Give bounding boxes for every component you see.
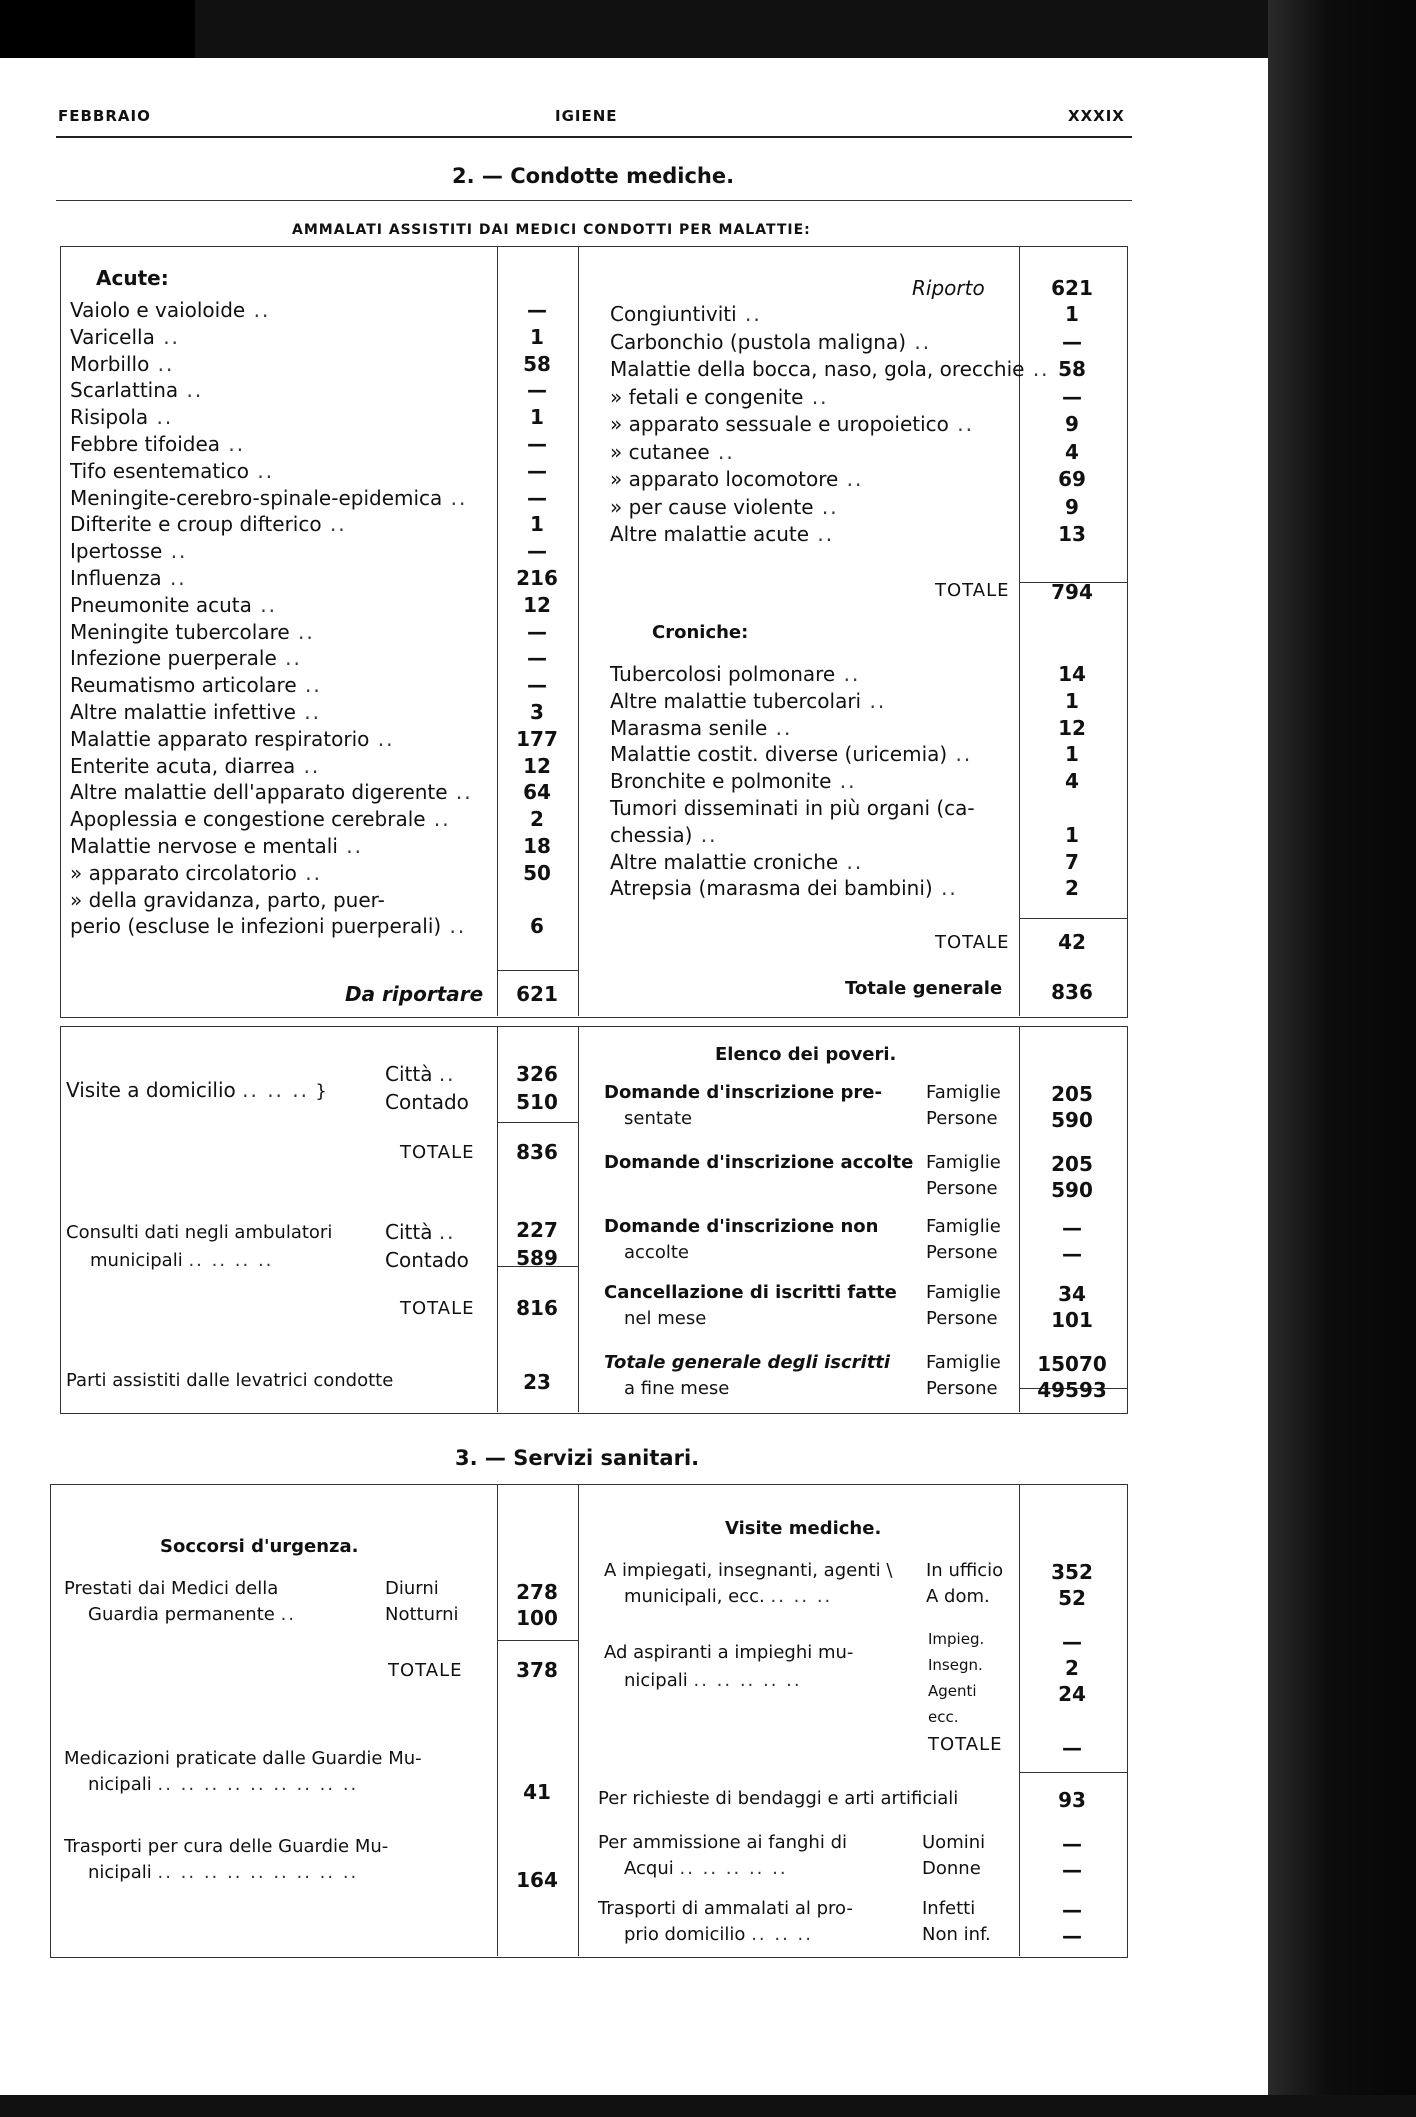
vm-totale-value: —: [1062, 1736, 1082, 1760]
acute-disease-cont-value: 1: [1065, 302, 1079, 326]
poveri-row-label-2: nel mese: [624, 1308, 707, 1329]
acute-disease-cont-value: —: [1062, 329, 1082, 354]
acute-disease-label: Tifo esentematico ..: [70, 458, 275, 483]
famiglie-label: Famiglie: [926, 1152, 1001, 1173]
acute-disease-cont-label: » apparato locomotore ..: [610, 467, 864, 491]
soccorsi-prestati-1: Prestati dai Medici della: [64, 1578, 279, 1599]
uomini-label: Uomini: [922, 1832, 986, 1853]
persone-value: 101: [1051, 1308, 1093, 1332]
visite-mediche-heading: Visite mediche.: [725, 1518, 882, 1539]
acute-disease-value: 2: [530, 807, 544, 832]
soccorsi-totale-label: TOTALE: [388, 1660, 463, 1681]
acute-disease-value: 50: [523, 860, 551, 885]
consulti-totale-value: 816: [516, 1296, 558, 1320]
acute-disease-cont-value: 58: [1058, 357, 1086, 381]
header-rule: [56, 136, 1132, 138]
trasporti-domicilio-label-2: prio domicilio .. .. ..: [624, 1924, 813, 1945]
poveri-row-label-2: accolte: [624, 1242, 689, 1263]
chronic-disease-label: Atrepsia (marasma dei bambini) ..: [610, 876, 958, 901]
acute-disease-value: 1: [530, 405, 544, 430]
acute-disease-value: 18: [523, 834, 551, 858]
header-page-number: XXXIX: [1068, 107, 1125, 125]
totale-acute-label: TOTALE: [935, 580, 1010, 601]
poveri-heading: Elenco dei poveri.: [715, 1044, 897, 1065]
acute-disease-label: Infezione puerperale ..: [70, 646, 302, 671]
persone-label: Persone: [926, 1178, 998, 1199]
acute-disease-label: Difterite e croup difterico ..: [70, 512, 347, 537]
poveri-row-label: Domande d'inscrizione non: [604, 1216, 879, 1237]
soccorsi-heading: Soccorsi d'urgenza.: [160, 1536, 359, 1557]
non-infetti-value: —: [1062, 1924, 1082, 1948]
acute-disease-label: Malattie nervose e mentali ..: [70, 834, 363, 858]
famiglie-label: Famiglie: [926, 1352, 1001, 1373]
visite-totale-label: TOTALE: [400, 1142, 475, 1163]
section3-title: 3. — Servizi sanitari.: [455, 1446, 700, 1470]
croniche-heading: Croniche:: [652, 622, 749, 643]
chronic-disease-label: chessia) ..: [610, 822, 718, 847]
rule: [56, 200, 1132, 201]
acute-disease-label: Risipola ..: [70, 405, 174, 430]
aspiranti-label-1: Ad aspiranti a impieghi mu-: [604, 1642, 854, 1663]
acute-disease-label: Enterite acuta, diarrea ..: [70, 753, 321, 778]
persone-label: Persone: [926, 1308, 998, 1329]
chronic-disease-label: Tubercolosi polmonare ..: [610, 662, 861, 686]
in-ufficio-label: In ufficio: [926, 1560, 1004, 1581]
persone-value: 590: [1051, 1108, 1093, 1132]
acute-disease-value: 12: [523, 592, 551, 617]
acute-disease-value: —: [527, 432, 547, 456]
scan-bottom-edge: [0, 2095, 1416, 2117]
scan-binding-edge: [1268, 0, 1416, 2117]
consulti-contado-label: Contado: [385, 1248, 469, 1272]
famiglie-value: 34: [1058, 1282, 1086, 1306]
insegn-value: 2: [1065, 1656, 1079, 1680]
acute-disease-label: Febbre tifoidea ..: [70, 432, 246, 456]
in-ufficio-value: 352: [1051, 1560, 1093, 1584]
impieg-value: —: [1062, 1630, 1082, 1654]
acute-disease-label: Reumatismo articolare ..: [70, 673, 322, 698]
col-divider: [578, 1026, 579, 1412]
chronic-disease-value: 4: [1065, 769, 1079, 794]
consulti-totale-label: TOTALE: [400, 1298, 475, 1319]
infetti-label: Infetti: [922, 1898, 976, 1919]
consulti-label-2: municipali .. .. .. ..: [90, 1250, 274, 1271]
chronic-disease-value: 1: [1065, 822, 1079, 847]
chronic-disease-label: Altre malattie croniche ..: [610, 849, 864, 874]
totale-generale-label: Totale generale: [845, 978, 1003, 999]
visite-citta-value: 326: [516, 1062, 558, 1086]
persone-label: Persone: [926, 1242, 998, 1263]
soccorsi-prestati-2: Guardia permanente ..: [88, 1604, 297, 1625]
acute-disease-value: —: [527, 298, 547, 322]
col-divider: [578, 246, 579, 1016]
subtotal-rule: [1019, 918, 1127, 919]
chronic-disease-value: 2: [1065, 876, 1079, 901]
visite-contado-label: Contado: [385, 1090, 469, 1114]
acute-disease-cont-label: Altre malattie acute ..: [610, 522, 835, 546]
col-divider: [1019, 1484, 1020, 1956]
acute-disease-label: Morbillo ..: [70, 351, 175, 376]
acute-disease-value: 58: [523, 351, 551, 376]
agenti-value: 24: [1058, 1682, 1086, 1706]
acute-disease-label: Altre malattie dell'apparato digerente ..: [70, 780, 473, 805]
chronic-disease-label: Bronchite e polmonite ..: [610, 769, 857, 794]
impieg-label: Impieg.: [928, 1630, 985, 1648]
subtotal-rule: [497, 970, 579, 971]
acute-disease-cont-value: 9: [1065, 412, 1079, 436]
diurni-value: 278: [516, 1580, 558, 1604]
acute-disease-value: —: [527, 378, 547, 403]
fanghi-label-2: Acqui .. .. .. .. ..: [624, 1858, 788, 1879]
donne-value: —: [1062, 1858, 1082, 1882]
medicazioni-label-2: nicipali .. .. .. .. .. .. .. .. ..: [88, 1774, 359, 1795]
poveri-row-label: Domande d'inscrizione accolte: [604, 1152, 914, 1173]
bendaggi-label: Per richieste di bendaggi e arti artificiali: [598, 1788, 959, 1809]
soccorsi-totale-value: 378: [516, 1658, 558, 1682]
scan-top-edge-dark: [0, 0, 195, 60]
acute-disease-value: 64: [523, 780, 551, 805]
acute-disease-value: —: [527, 646, 547, 671]
col-divider: [578, 1484, 579, 1956]
uomini-value: —: [1062, 1832, 1082, 1856]
diurni-label: Diurni: [385, 1578, 439, 1599]
non-infetti-label: Non inf.: [922, 1924, 991, 1945]
chronic-disease-label: Malattie costit. diverse (uricemia) ..: [610, 742, 973, 767]
acute-disease-value: —: [527, 619, 547, 644]
poveri-row-label: Cancellazione di iscritti fatte: [604, 1282, 897, 1303]
trasporti-domicilio-label-1: Trasporti di ammalati al pro-: [598, 1898, 853, 1919]
parti-value: 23: [523, 1370, 551, 1394]
riporto-label: Riporto: [912, 276, 985, 300]
totale-croniche-label: TOTALE: [935, 932, 1010, 953]
impiegati-label-1: A impiegati, insegnanti, agenti \: [604, 1560, 893, 1581]
totale-generale-value: 836: [1051, 980, 1093, 1004]
persone-label: Persone: [926, 1108, 998, 1129]
acute-disease-label: Scarlattina ..: [70, 378, 204, 403]
trasporti-cura-value: 164: [516, 1868, 558, 1892]
persone-value: —: [1062, 1242, 1082, 1266]
scan-top-edge: [0, 0, 1416, 58]
acute-disease-label: perio (escluse le infezioni puerperali) ..: [70, 914, 467, 939]
trasporti-cura-label-2: nicipali .. .. .. .. .. .. .. .. ..: [88, 1862, 359, 1883]
poveri-row-label: Domande d'inscrizione pre-: [604, 1082, 882, 1103]
acute-heading: Acute:: [96, 266, 169, 290]
section2-subtitle: AMMALATI ASSISTITI DAI MEDICI CONDOTTI PER MALATTIE:: [292, 222, 811, 238]
famiglie-label: Famiglie: [926, 1282, 1001, 1303]
infetti-value: —: [1062, 1898, 1082, 1922]
famiglie-value: 15070: [1037, 1352, 1107, 1376]
riporto-value: 621: [1051, 276, 1093, 300]
notturni-label: Notturni: [385, 1604, 459, 1625]
acute-disease-label: Varicella ..: [70, 324, 180, 349]
visite-citta-label: Città ..: [385, 1062, 456, 1086]
poveri-row-label-2: a fine mese: [624, 1378, 730, 1399]
consulti-label-1: Consulti dati negli ambulatori: [66, 1222, 333, 1243]
visite-contado-value: 510: [516, 1090, 558, 1114]
acute-disease-label: » della gravidanza, parto, puer-: [70, 887, 385, 912]
insegn-label: Insegn.: [928, 1656, 983, 1674]
consulti-citta-label: Città ..: [385, 1220, 456, 1244]
acute-disease-cont-label: Carbonchio (pustola maligna) ..: [610, 329, 932, 354]
famiglie-label: Famiglie: [926, 1082, 1001, 1103]
acute-disease-cont-label: » per cause violente ..: [610, 494, 839, 519]
chronic-disease-label: Marasma senile ..: [610, 715, 793, 740]
acute-disease-value: 3: [530, 700, 544, 724]
parti-label: Parti assistiti dalle levatrici condotte: [66, 1370, 394, 1391]
acute-disease-value: —: [527, 458, 547, 483]
acute-disease-cont-label: » fetali e congenite ..: [610, 384, 829, 409]
fanghi-label-1: Per ammissione ai fanghi di: [598, 1832, 847, 1853]
famiglie-value: 205: [1051, 1152, 1093, 1176]
acute-disease-value: 177: [516, 726, 558, 751]
chronic-disease-value: 14: [1058, 662, 1086, 686]
acute-disease-cont-label: Malattie della bocca, naso, gola, orecchie ..: [610, 357, 1050, 381]
medicazioni-label-1: Medicazioni praticate dalle Guardie Mu-: [64, 1748, 422, 1769]
chronic-disease-value: 12: [1058, 715, 1086, 740]
agenti-label: Agenti: [928, 1682, 977, 1700]
acute-disease-value: 1: [530, 512, 544, 537]
acute-disease-value: 1: [530, 324, 544, 349]
acute-disease-cont-label: Congiuntiviti ..: [610, 302, 762, 326]
acute-disease-value: —: [527, 485, 547, 510]
acute-disease-cont-label: » apparato sessuale e uropoietico ..: [610, 412, 974, 436]
poveri-row-label: Totale generale degli iscritti: [604, 1352, 891, 1373]
acute-disease-cont-value: 13: [1058, 522, 1086, 546]
totale-croniche-value: 42: [1058, 930, 1086, 954]
vm-totale-label: TOTALE: [928, 1734, 1003, 1755]
famiglie-value: 205: [1051, 1082, 1093, 1106]
bendaggi-value: 93: [1058, 1788, 1086, 1812]
a-dom-label: A dom.: [926, 1586, 990, 1607]
visite-totale-value: 836: [516, 1140, 558, 1164]
acute-disease-value: —: [527, 539, 547, 564]
header-section: IGIENE: [555, 107, 618, 125]
subtotal-rule: [497, 1122, 579, 1123]
section2-title: 2. — Condotte mediche.: [452, 164, 735, 188]
famiglie-label: Famiglie: [926, 1216, 1001, 1237]
acute-disease-label: Pneumonite acuta ..: [70, 592, 277, 617]
notturni-value: 100: [516, 1606, 558, 1630]
acute-disease-label: Influenza ..: [70, 566, 187, 590]
acute-disease-label: Altre malattie infettive ..: [70, 700, 322, 724]
medicazioni-value: 41: [523, 1780, 551, 1804]
persone-value: 590: [1051, 1178, 1093, 1202]
persone-value: 49593: [1037, 1378, 1107, 1402]
trasporti-cura-label-1: Trasporti per cura delle Guardie Mu-: [64, 1836, 389, 1857]
acute-disease-value: 6: [530, 914, 544, 939]
impiegati-label-2: municipali, ecc. .. .. ..: [624, 1586, 833, 1607]
persone-label: Persone: [926, 1378, 998, 1399]
donne-label: Donne: [922, 1858, 981, 1879]
da-riportare-label: Da riportare: [345, 982, 484, 1006]
acute-disease-label: Meningite-cerebro-spinale-epidemica ..: [70, 485, 468, 510]
subtotal-rule: [1019, 1772, 1127, 1773]
acute-disease-cont-value: —: [1062, 384, 1082, 409]
acute-disease-cont-value: 9: [1065, 494, 1079, 519]
poveri-row-label-2: sentate: [624, 1108, 693, 1129]
acute-disease-value: 216: [516, 566, 558, 590]
acute-disease-label: Apoplessia e congestione cerebrale ..: [70, 807, 451, 832]
ecc-label: ecc.: [928, 1708, 959, 1726]
subtotal-rule: [497, 1640, 579, 1641]
chronic-disease-label: Tumori disseminati in più organi (ca-: [610, 796, 975, 820]
col-divider: [1019, 1026, 1020, 1412]
chronic-disease-value: 1: [1065, 742, 1079, 767]
acute-disease-cont-label: » cutanee ..: [610, 439, 735, 464]
consulti-citta-value: 227: [516, 1218, 558, 1242]
acute-disease-label: » apparato circolatorio ..: [70, 860, 322, 885]
famiglie-value: —: [1062, 1216, 1082, 1240]
chronic-disease-value: 1: [1065, 688, 1079, 713]
chronic-disease-value: 7: [1065, 849, 1079, 874]
acute-disease-label: Malattie apparato respiratorio ..: [70, 726, 395, 751]
consulti-contado-value: 589: [516, 1246, 558, 1270]
acute-disease-cont-value: 69: [1058, 467, 1086, 491]
acute-disease-value: —: [527, 673, 547, 698]
visite-label: Visite a domicilio .. .. .. }: [66, 1078, 327, 1102]
chronic-disease-label: Altre malattie tubercolari ..: [610, 688, 887, 713]
acute-disease-value: 12: [523, 753, 551, 778]
header-month: FEBBRAIO: [58, 107, 151, 125]
acute-disease-label: Meningite tubercolare ..: [70, 619, 315, 644]
acute-disease-label: Ipertosse ..: [70, 539, 188, 564]
a-dom-value: 52: [1058, 1586, 1086, 1610]
acute-disease-label: Vaiolo e vaioloide ..: [70, 298, 271, 322]
da-riportare-value: 621: [516, 982, 558, 1006]
acute-disease-cont-value: 4: [1065, 439, 1079, 464]
aspiranti-label-2: nicipali .. .. .. .. ..: [624, 1670, 802, 1691]
totale-acute-value: 794: [1051, 580, 1093, 604]
